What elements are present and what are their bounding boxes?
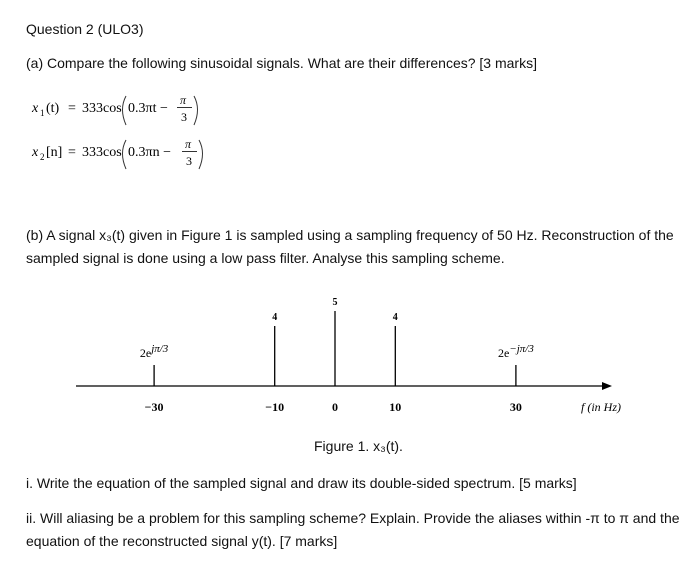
eq2-right-paren — [199, 140, 203, 169]
eq1-frac-num: π — [180, 93, 187, 107]
question-b-i: i. Write the equation of the sampled signal and draw its double-sided spectrum. [5 marks] — [26, 475, 577, 491]
equation-x1-svg — [32, 90, 222, 134]
equation-x1 — [32, 90, 222, 139]
tick-label-f30: 30 — [509, 400, 522, 414]
eq2-arg: 0.3πn − — [128, 145, 171, 160]
spectrum-figure — [0, 285, 700, 425]
eq1-lhs-arg: (t) — [46, 101, 60, 116]
eq2-lhs-arg: [n] — [46, 145, 63, 160]
tick-labels-group — [145, 400, 522, 414]
eq1-amp-fn: 333cos — [82, 101, 122, 116]
tick-label-f10: 10 — [389, 400, 402, 414]
eq2-equals: = — [68, 145, 76, 160]
tick-label-f0: 0 — [332, 400, 338, 414]
stems-group — [140, 297, 534, 386]
part-b-prompt: (b) A signal x₃(t) given in Figure 1 is sampled using a sampling frequency of 50 Hz. Reconstruction of the sampled signal is done using a low pass filter. Analyse this sampling scheme. — [26, 227, 674, 266]
eq2-sub: 2 — [40, 152, 45, 162]
equation-x2-svg — [32, 134, 222, 178]
x-axis-label: f (in Hz) — [581, 400, 621, 414]
tick-label-f-10: −10 — [265, 400, 285, 414]
stem-label-f-10: 4 — [272, 312, 278, 323]
eq1-left-paren — [123, 96, 127, 125]
axis-arrow-icon — [602, 382, 612, 390]
tick-label-f-30: −30 — [144, 400, 164, 414]
stem-label-f0: 5 — [332, 297, 338, 308]
stem-label-f10: 4 — [392, 312, 398, 323]
question-b-ii: ii. Will aliasing be a problem for this sampling scheme? Explain. Provide the aliases within -π to π and the equation of the reconstructed signal y(t). [7 marks] — [26, 510, 680, 549]
eq2-frac-den: 3 — [186, 154, 192, 168]
eq1-var: x — [32, 101, 39, 116]
part-a-prompt: (a) Compare the following sinusoidal signals. What are their differences? [3 marks] — [26, 55, 537, 71]
stem-label-f30: 2e−jπ/3 — [497, 343, 534, 360]
equation-x2 — [32, 134, 222, 183]
eq1-arg: 0.3πt − — [128, 101, 168, 116]
eq2-var: x — [32, 145, 39, 160]
eq2-frac-num: π — [185, 137, 192, 151]
eq1-equals: = — [68, 101, 76, 116]
figure-caption: Figure 1. x₃(t). — [314, 438, 403, 454]
eq2-left-paren — [123, 140, 127, 169]
eq1-sub: 1 — [40, 108, 45, 118]
eq2-amp-fn: 333cos — [82, 145, 122, 160]
question-title: Question 2 (ULO3) — [26, 21, 144, 37]
eq1-right-paren — [194, 96, 198, 125]
stem-label-f-30: 2ejπ/3 — [139, 343, 169, 360]
eq1-frac-den: 3 — [181, 110, 187, 124]
